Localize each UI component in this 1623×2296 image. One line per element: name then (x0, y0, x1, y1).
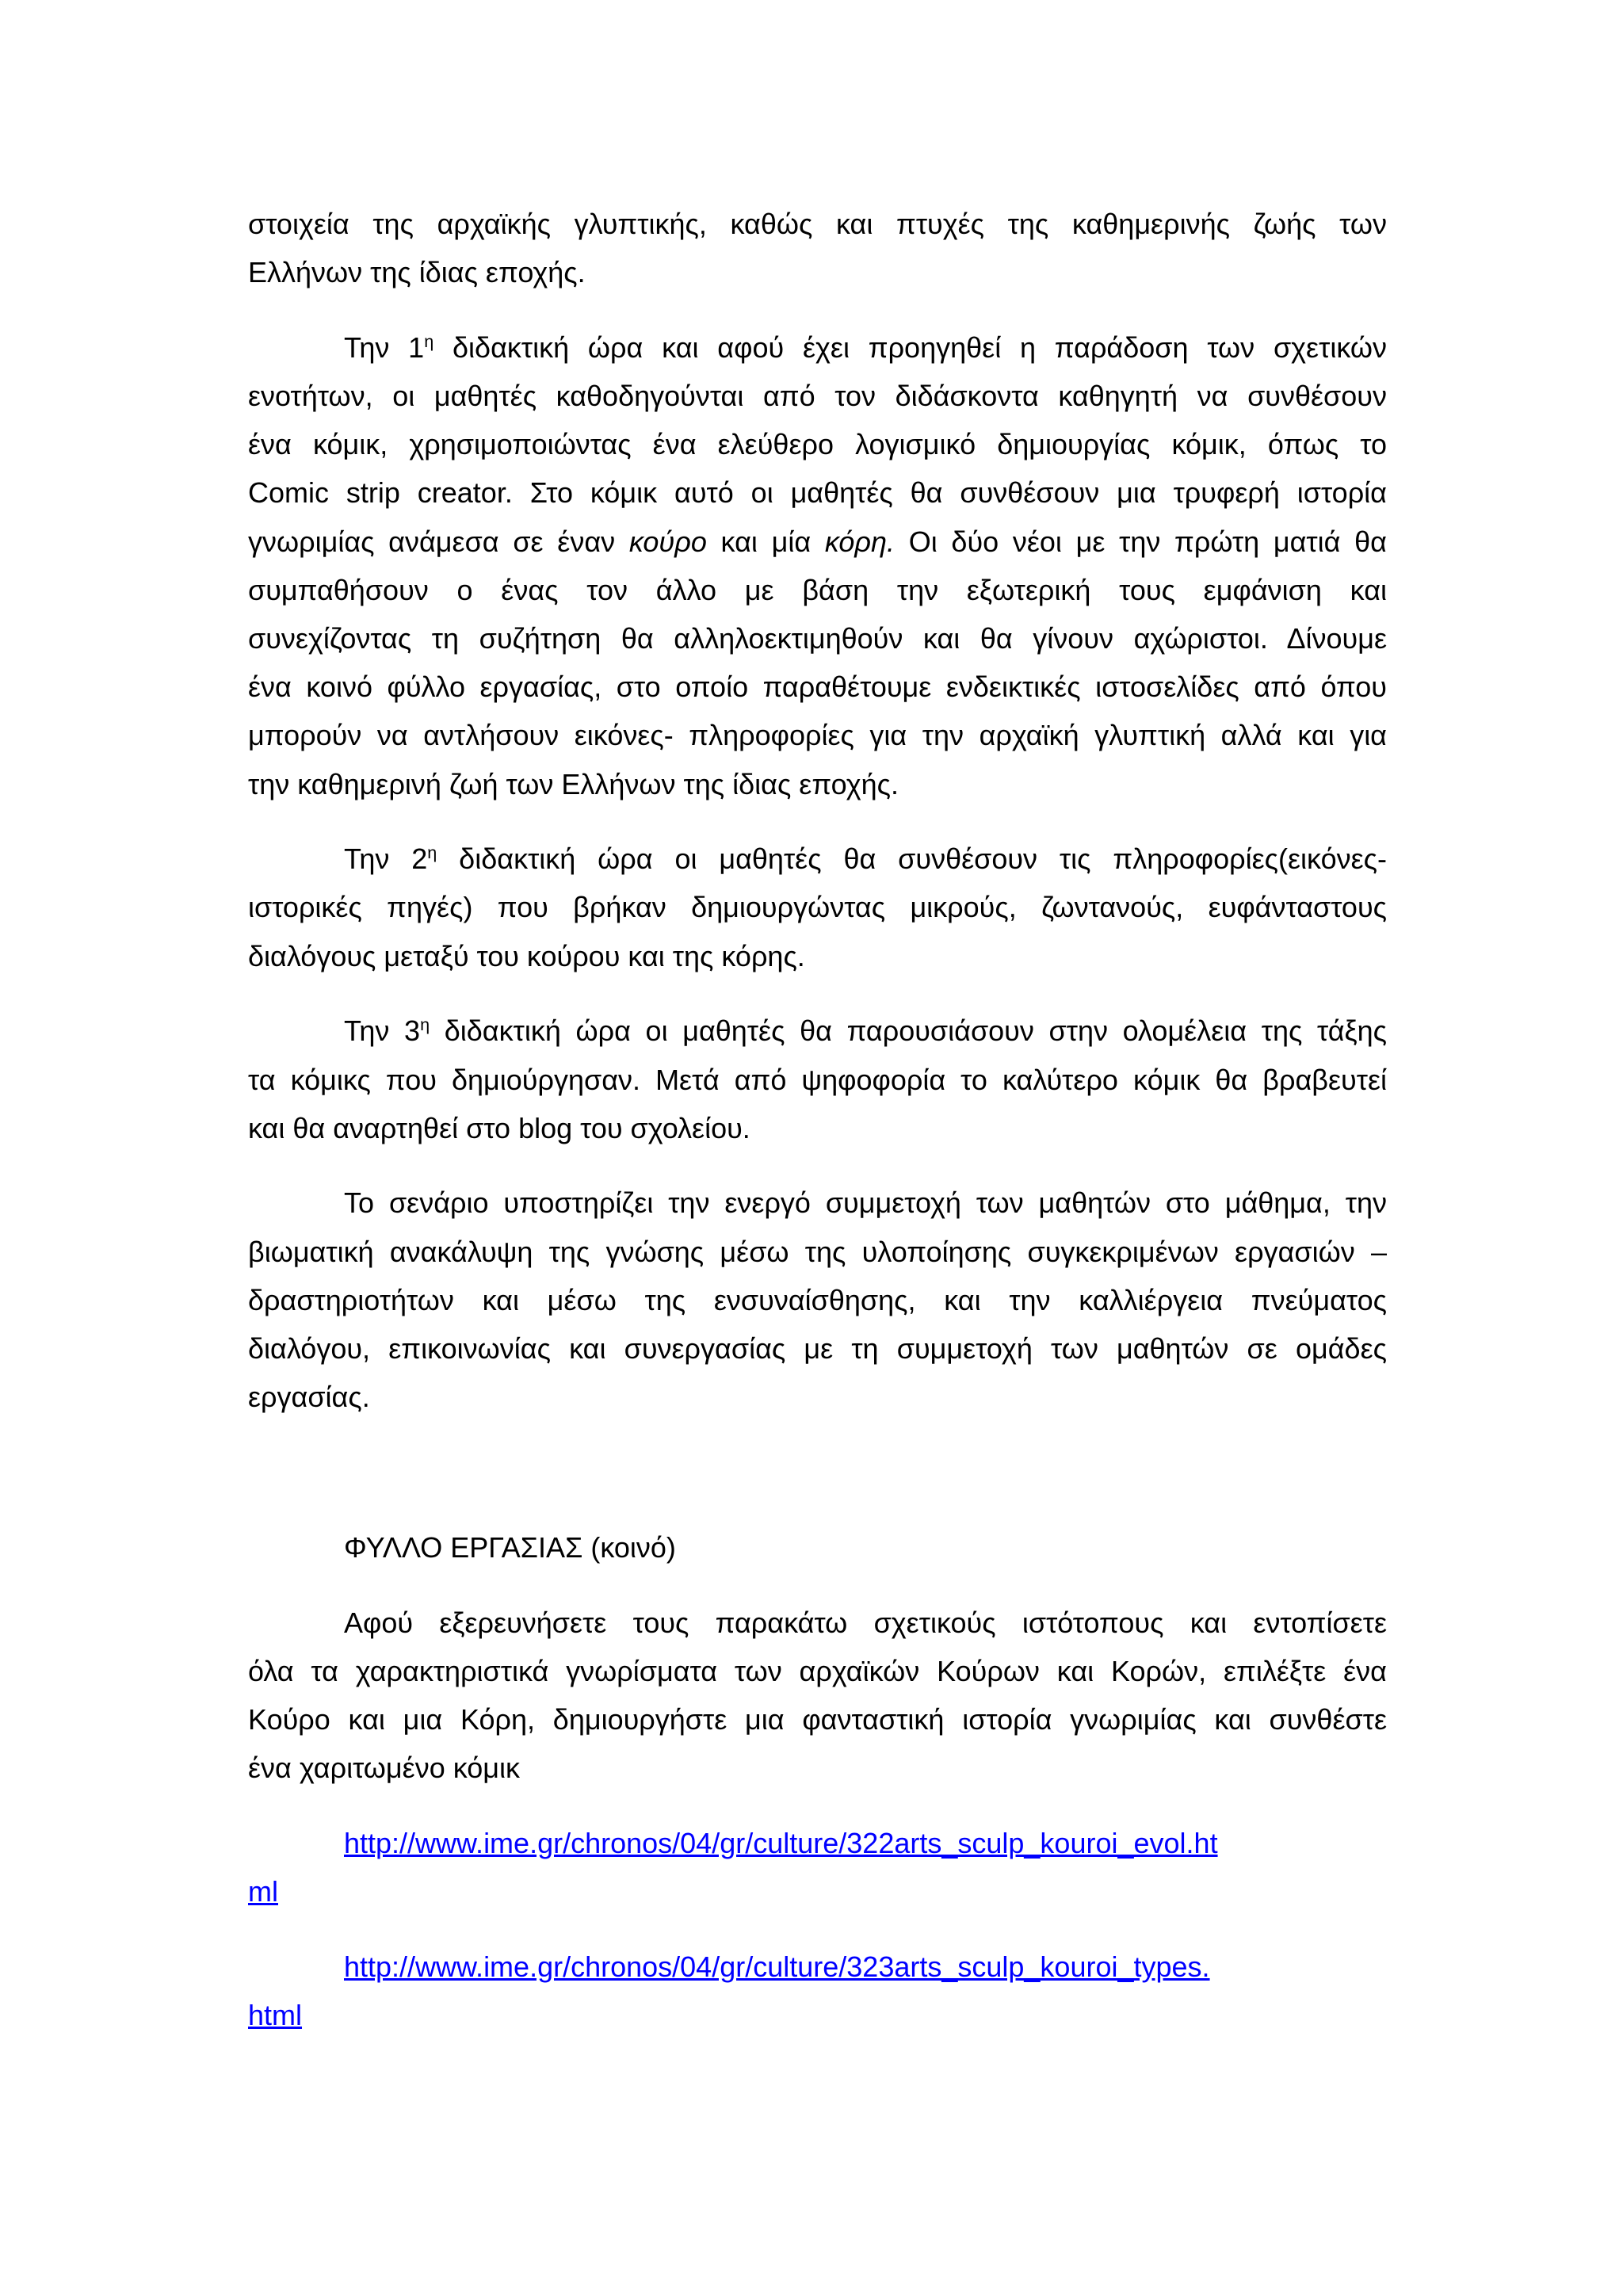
paragraph-line: την καθημερινή ζωή των Ελλήνων της ίδιας εποχής. (248, 767, 899, 800)
worksheet-link-kouroi-evolution (248, 1819, 1387, 1916)
text-segment: διδακτική ώρα οι μαθητές θα συνθέσουν τις πληροφορίες(εικόνες- (437, 842, 1387, 876)
paragraph-line (248, 323, 1387, 372)
kouroi-evolution-link-continued[interactable]: ml (248, 1875, 278, 1908)
paragraph-line (248, 1007, 1387, 1055)
italic-term-kouros: κούρο (628, 525, 707, 558)
ordinal-superscript: η (420, 1014, 430, 1035)
text-segment: διδακτική ώρα και αφού έχει προηγηθεί η παράδοση των σχετικών (433, 330, 1387, 364)
paragraph-lesson-hour-3 (248, 1007, 1387, 1152)
paragraph-line: συμπαθήσουν ο ένας τον άλλο με βάση την εξωτερική τους εμφάνιση και (248, 573, 1387, 606)
paragraph-line: Το σενάριο υποστηρίζει την ενεργό συμμετοχή των μαθητών στο μάθημα, την (344, 1186, 1387, 1220)
link-line (248, 1867, 1387, 1916)
paragraph-line: στοιχεία της αρχαϊκής γλυπτικής, καθώς και πτυχές της καθημερινής ζωής των (248, 208, 1387, 240)
worksheet-link-kouroi-types (248, 1943, 1387, 2039)
paragraph-line: Αφού εξερευνήσετε τους παρακάτω σχετικούς ιστότοπους και εντοπίσετε (344, 1606, 1387, 1639)
kouroi-types-link[interactable]: http://www.ime.gr/chronos/04/gr/culture/323arts_sculp_kouroi_types. (344, 1950, 1210, 1983)
paragraph-line: δραστηριοτήτων και μέσω της ενσυναίσθησης, και την καλλιέργεια πνεύματος (248, 1283, 1387, 1316)
paragraph-line: και θα αναρτηθεί στο blog του σχολείου. (248, 1111, 750, 1144)
worksheet-heading: ΦΥΛΛΟ ΕΡΓΑΣΙΑΣ (κοινό) (344, 1531, 676, 1564)
paragraph-lesson-hour-1 (248, 323, 1387, 808)
ordinal-superscript: η (427, 842, 437, 863)
text-segment: διδακτική ώρα οι μαθητές θα παρουσιάσουν στην ολομέλεια της τάξης (430, 1014, 1388, 1048)
paragraph-line (248, 518, 1387, 566)
paragraph-line: ένα κοινό φύλλο εργασίας, στο οποίο παραθέτουμε ενδεικτικές ιστοσελίδες από όπου (248, 670, 1387, 704)
paragraph-line: Ελλήνων της ίδιας εποχής. (248, 256, 586, 289)
text-segment: Την 3 (344, 1014, 421, 1048)
paragraph-line: εργασίας. (248, 1381, 370, 1414)
paragraph-line: μπορούν να αντλήσουν εικόνες- πληροφορίες για την αρχαϊκή γλυπτική αλλά και για (248, 719, 1387, 752)
italic-term-kore: κόρη. (824, 525, 896, 558)
paragraph-scenario-summary (248, 1179, 1387, 1421)
paragraph-line: ιστορικές πηγές) που βρήκαν δημιουργώντας μικρούς, ζωντανούς, ευφάνταστους (248, 891, 1387, 924)
paragraph-scenario-intro-end (248, 200, 1387, 296)
paragraph-line (248, 835, 1387, 883)
link-line (248, 1819, 1387, 1867)
paragraph-line: Comic strip creator. Στο κόμικ αυτό οι μαθητές θα συνθέσουν μια τρυφερή ιστορία (248, 476, 1387, 510)
text-segment: γνωριμίας ανάμεσα σε έναν (248, 525, 629, 558)
ordinal-superscript: η (424, 330, 434, 351)
paragraph-lesson-hour-2 (248, 835, 1387, 980)
kouroi-types-link-continued[interactable]: html (248, 1999, 303, 2032)
text-segment: Την 2 (344, 842, 428, 876)
link-line (248, 1943, 1387, 1991)
paragraph-line: Κούρο και μια Κόρη, δημιουργήστε μια φανταστική ιστορία γνωριμίας και συνθέστε (248, 1703, 1387, 1736)
paragraph-line: ένα κόμικ, χρησιμοποιώντας ένα ελεύθερο λογισμικό δημιουργίας κόμικ, όπως το (248, 428, 1387, 461)
paragraph-line: τα κόμικς που δημιούργησαν. Μετά από ψηφοφορία το καλύτερο κόμικ θα βραβευτεί (248, 1063, 1387, 1096)
text-segment: Την 1 (344, 330, 425, 364)
worksheet-instructions (248, 1599, 1387, 1793)
paragraph-line: όλα τα χαρακτηριστικά γνωρίσματα των αρχαϊκών Κούρων και Κορών, επιλέξτε ένα (248, 1654, 1387, 1687)
text-segment: και μία (706, 525, 825, 558)
paragraph-line: βιωματική ανακάλυψη της γνώσης μέσω της υλοποίησης συγκεκριμένων εργασιών – (248, 1235, 1387, 1268)
kouroi-evolution-link[interactable]: http://www.ime.gr/chronos/04/gr/culture/322arts_sculp_kouroi_evol.ht (344, 1827, 1218, 1860)
paragraph-line: διαλόγους μεταξύ του κούρου και της κόρης. (248, 939, 805, 972)
paragraph-line: ένα χαριτωμένο κόμικ (248, 1752, 521, 1785)
link-line (248, 1991, 1387, 2039)
document-body (248, 200, 1387, 2066)
paragraph-line: συνεχίζοντας τη συζήτηση θα αλληλοεκτιμηθούν και θα γίνουν αχώριστοι. Δίνουμε (248, 622, 1387, 655)
paragraph-line: διαλόγου, επικοινωνίας και συνεργασίας με τη συμμετοχή των μαθητών σε ομάδες (248, 1331, 1387, 1365)
paragraph-line: ενοτήτων, οι μαθητές καθοδηγούνται από τον διδάσκοντα καθηγητή να συνθέσουν (248, 380, 1387, 413)
text-segment: Οι δύο νέοι με την πρώτη ματιά θα (895, 525, 1387, 558)
